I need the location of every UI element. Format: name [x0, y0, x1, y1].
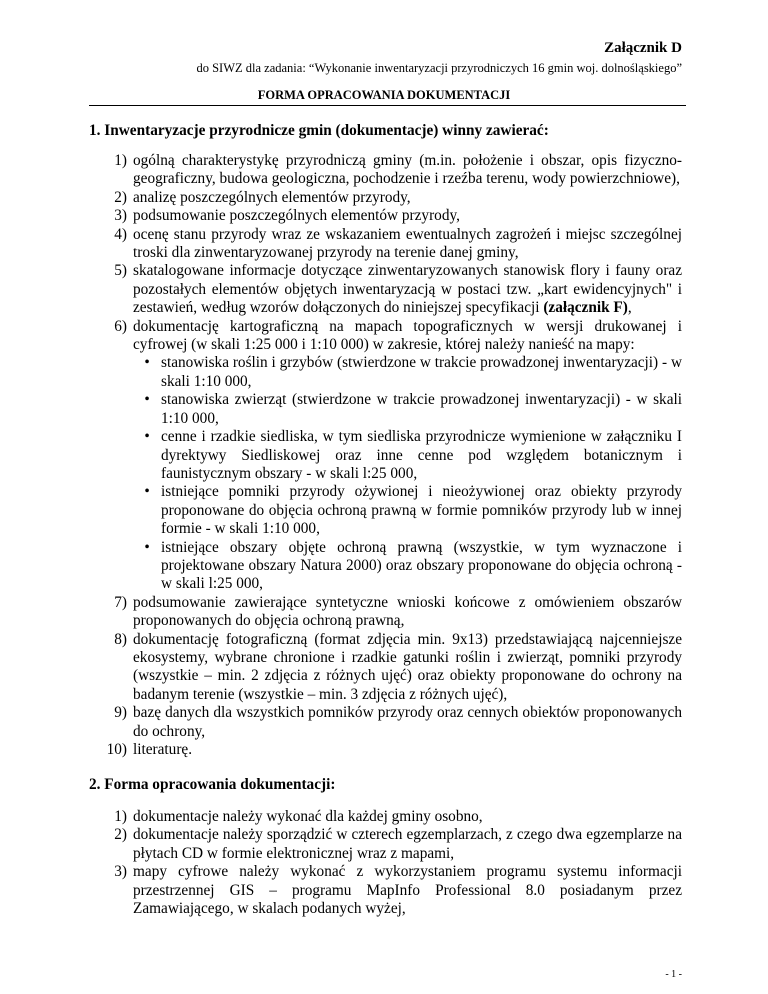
bullet-item: [133, 354, 682, 391]
attachment-title: Załącznik D: [604, 40, 682, 56]
bullet-icon: •: [144, 391, 150, 409]
item-text: dokumentacje należy wykonać dla każdej gminy osobno,: [133, 808, 483, 825]
list-item: [89, 631, 682, 705]
item-number: 5): [114, 262, 127, 280]
section-1-heading: 1. Inwentaryzacje przyrodnicze gmin (dokumentacje) winny zawierać:: [89, 122, 549, 139]
item-number: 7): [114, 593, 127, 611]
list-item: [89, 826, 682, 863]
list-item: [89, 594, 682, 631]
list-item: [89, 226, 682, 263]
item-number: 9): [114, 704, 127, 722]
bullet-icon: •: [144, 354, 150, 372]
item-text: dokumentację fotograficzną (format zdjęcia min. 9x13) przedstawiającą najcenniejsze ekosystemy, wybrane chronione i rzadkie gatunki roślin i zwierząt, pomniki przyrody (wszystkie – min. 2 zdjęcia z różnych ujęć) oraz obiekty proponowane do ochrony na badanym terenie (wszystkie – min. 3 zdjęcia z różnych ujęć),: [133, 630, 682, 703]
item-text: [133, 318, 682, 594]
item-number: 1): [114, 808, 127, 825]
item-text: dokumentacje należy sporządzić w czterech egzemplarzach, z czego dwa egzemplarze na płytach CD w formie elektronicznej wraz z mapami,: [133, 826, 682, 862]
list-item: [89, 808, 682, 826]
item-number: 4): [114, 225, 127, 243]
list-item: [89, 189, 682, 207]
bullet-icon: •: [144, 483, 150, 501]
bullet-item: [133, 483, 682, 538]
list-item: [89, 262, 682, 317]
list-item: [89, 152, 682, 189]
bullet-item: [133, 428, 682, 483]
bullet-item: [133, 539, 682, 594]
header-divider: [89, 105, 686, 106]
list-item: [89, 863, 682, 918]
item-text: ocenę stanu przyrody wraz ze wskazaniem ewentualnych zagrożeń i miejsc szczególnej troski dla zinwentaryzowanej przyrody na terenie danej gminy,: [133, 225, 682, 262]
list-item: [89, 207, 682, 225]
item-text-main: dokumentację kartograficzną na mapach topograficznych w wersji drukowanej i cyfrowej (w skali 1:25 000 i 1:10 000) w zakresie, której należy nanieść na mapy:: [133, 317, 682, 354]
map-bullet-list: [133, 354, 682, 593]
item-text: bazę danych dla wszystkich pomników przyrody oraz cennych obiektów proponowanych do ochrony,: [133, 704, 682, 740]
bullet-item: [133, 391, 682, 428]
list-item: [89, 741, 682, 759]
item-text: podsumowanie poszczególnych elementów przyrody,: [133, 207, 460, 225]
item-text: analizę poszczególnych elementów przyrody,: [133, 188, 411, 206]
bullet-text: istniejące obszary objęte ochroną prawną (wszystkie, w tym wyznaczone i projektowane obszary Natura 2000) oraz obszary proponowane do objęcia ochroną - w skali l:25 000,: [161, 538, 682, 593]
attachment-subtitle: do SIWZ dla zadania: “Wykonanie inwentaryzacji przyrodniczych 16 gmin woj. dolnośląskiego”: [196, 61, 682, 75]
bullet-text: stanowiska roślin i grzybów (stwierdzone w trakcie prowadzonej inwentaryzacji) - w skali 1:10 000,: [161, 354, 682, 390]
item-number: 2): [114, 188, 127, 206]
section-2-list: [89, 808, 682, 918]
item-text-tail: ,: [627, 299, 632, 317]
bullet-text: stanowiska zwierząt (stwierdzone w trakcie prowadzonej inwentaryzacji) - w skali 1:10 000,: [161, 391, 682, 427]
item-text-main: skatalogowane informacje dotyczące zinwentaryzowanych stanowisk flory i fauny oraz pozostałych elementów objętych inwentaryzacją w postaci tzw. „kart ewidencyjnych" i zestawień, według wzorów dołączonych do niniejszej specyfikacji: [133, 262, 682, 317]
bullet-icon: •: [144, 538, 150, 556]
item-text: [133, 262, 682, 317]
item-text: literaturę.: [133, 741, 193, 758]
page-number: - 1 -: [665, 969, 682, 980]
list-item: [89, 318, 682, 594]
section-2-heading: 2. Forma opracowania dokumentacji:: [89, 776, 336, 793]
section-1-list: [89, 152, 682, 759]
attachment-reference: (załącznik F): [543, 299, 628, 317]
item-number: 2): [114, 826, 127, 844]
bullet-icon: •: [144, 428, 150, 446]
item-number: 3): [114, 863, 127, 881]
item-number: 3): [114, 207, 127, 225]
item-number: 8): [114, 630, 127, 648]
list-item: [89, 704, 682, 741]
item-number: 1): [114, 152, 127, 169]
form-title: FORMA OPRACOWANIA DOKUMENTACJI: [257, 88, 511, 102]
item-number: 6): [114, 317, 127, 335]
item-number: 10): [106, 741, 127, 758]
item-text: ogólną charakterystykę przyrodniczą gminy (m.in. położenie i obszar, opis fizyczno-geograficzny, budowa geologiczna, pochodzenie i rzeźba terenu, wody powierzchniowe),: [133, 152, 682, 188]
item-text: mapy cyfrowe należy wykonać z wykorzystaniem programu systemu informacji przestrzennej GIS – programu MapInfo Professional 8.0 posiadanym przez Zamawiającego, w skalach podanych wyżej,: [133, 863, 682, 918]
item-text: podsumowanie zawierające syntetyczne wnioski końcowe z omówieniem obszarów proponowanych do objęcia ochroną prawną,: [133, 593, 682, 630]
bullet-text: cenne i rzadkie siedliska, w tym siedliska przyrodnicze wymienione w załączniku I dyrektywy Siedliskowej oraz inne cenne pod względem botanicznym i faunistycznym obszary - w skali l:25 000,: [161, 428, 682, 482]
bullet-text: istniejące pomniki przyrody ożywionej i nieożywionej oraz obiekty przyrody proponowane do objęcia ochroną prawną w formie pomników przyrody lub w innej formie - w skali 1:10 000,: [161, 483, 682, 538]
